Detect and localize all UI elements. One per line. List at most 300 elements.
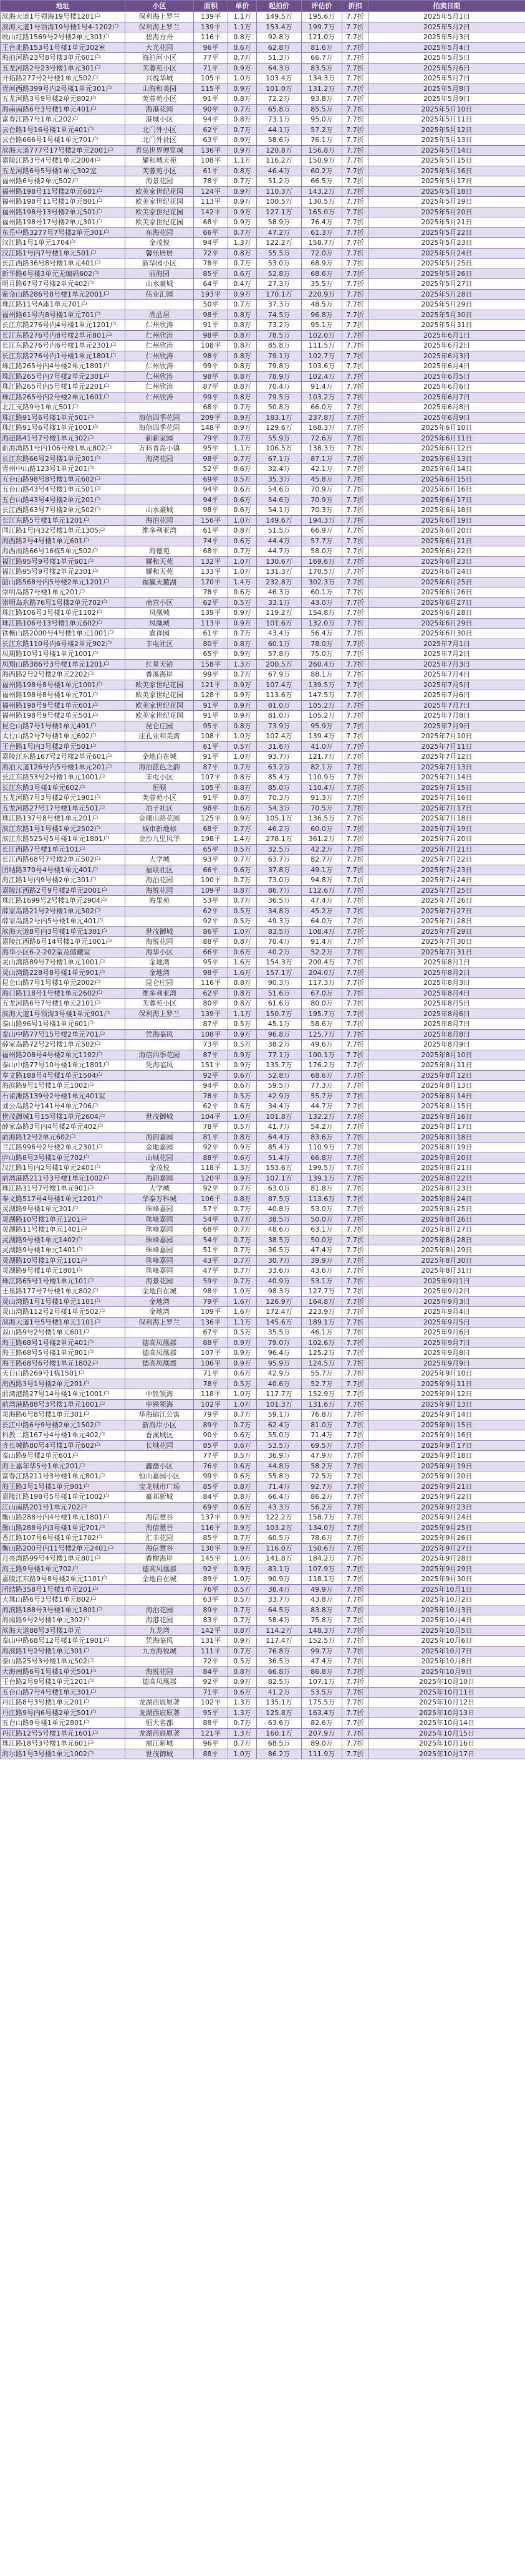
cell-community: 仁州欣涛 <box>125 320 194 331</box>
cell-discount: 7.7折 <box>342 320 368 331</box>
cell-appraised-price: 199.7万 <box>302 22 342 32</box>
cell-community: 华泰万科城 <box>125 1194 194 1204</box>
cell-area: 85平 <box>194 1533 228 1544</box>
cell-community: 保利海上罗兰 <box>125 1317 194 1328</box>
cell-auction-date: 2025年6月22日 <box>368 546 525 557</box>
cell-starting-price: 107.4万 <box>257 680 302 690</box>
cell-address: 滨海大道777号17号楼2单元2001户 <box>1 145 125 156</box>
cell-starting-price: 96.4万 <box>257 1348 302 1359</box>
cell-address: 薛家岛路2号内5号楼1单元401户 <box>1 916 125 927</box>
cell-auction-date: 2025年6月24日 <box>368 567 525 577</box>
cell-unit-price: 0.6万 <box>228 1471 257 1482</box>
cell-starting-price: 51.3万 <box>257 53 302 64</box>
cell-auction-date: 2025年9月9日 <box>368 1358 525 1369</box>
header-community: 小区 <box>125 1 194 12</box>
cell-starting-price: 43.4万 <box>257 629 302 639</box>
cell-starting-price: 30.7万 <box>257 1255 302 1266</box>
cell-community: 海泊河小区 <box>125 53 194 64</box>
cell-auction-date: 2025年6月16日 <box>368 485 525 495</box>
cell-community <box>125 649 194 660</box>
cell-appraised-price: 195.7万 <box>302 1009 342 1019</box>
cell-auction-date: 2025年7月6日 <box>368 690 525 701</box>
cell-starting-price: 85.4万 <box>257 772 302 783</box>
cell-auction-date: 2025年8月31日 <box>368 1266 525 1276</box>
cell-appraised-price: 52.2万 <box>302 947 342 958</box>
cell-auction-date: 2025年9月24日 <box>368 1513 525 1523</box>
cell-discount: 7.7折 <box>342 166 368 176</box>
cell-discount: 7.7折 <box>342 227 368 238</box>
cell-starting-price: 127.1万 <box>257 207 302 217</box>
cell-area: 65平 <box>194 649 228 660</box>
cell-discount: 7.7折 <box>342 156 368 166</box>
cell-starting-price: 32.5万 <box>257 844 302 855</box>
cell-unit-price: 1.0万 <box>228 1111 257 1122</box>
cell-unit-price: 0.8万 <box>228 382 257 392</box>
cell-unit-price: 1.0万 <box>228 1749 257 1759</box>
cell-discount: 7.7折 <box>342 1728 368 1739</box>
cell-address: 福州路208号4号楼2单元1102户 <box>1 1050 125 1060</box>
cell-appraised-price: 45.2万 <box>302 906 342 916</box>
table-row <box>1 1389 525 1400</box>
cell-appraised-price: 72.5万 <box>302 1471 342 1482</box>
cell-discount: 7.7折 <box>342 608 368 619</box>
cell-address: 前湾港路27号14号楼1单元1001户 <box>1 1389 125 1400</box>
cell-starting-price: 63.6万 <box>257 1718 302 1729</box>
cell-area: 133平 <box>194 567 228 577</box>
cell-unit-price: 0.6万 <box>228 1430 257 1441</box>
cell-auction-date: 2025年10月5日 <box>368 1625 525 1636</box>
table-row <box>1 1513 525 1523</box>
cell-starting-price: 58.9万 <box>257 217 302 228</box>
cell-auction-date: 2025年6月23日 <box>368 556 525 567</box>
cell-unit-price: 0.7万 <box>228 896 257 906</box>
cell-area: 62平 <box>194 125 228 135</box>
cell-auction-date: 2025年6月6日 <box>368 382 525 392</box>
cell-unit-price: 0.9万 <box>228 135 257 146</box>
table-row <box>1 217 525 228</box>
cell-auction-date: 2025年5月1日 <box>368 12 525 22</box>
table-row <box>1 1666 525 1677</box>
cell-community <box>125 587 194 598</box>
cell-starting-price: 278.1万 <box>257 834 302 845</box>
cell-discount: 7.7折 <box>342 1687 368 1698</box>
cell-appraised-price: 92.7万 <box>302 1481 342 1492</box>
cell-address: 滨海大道1号领海19号楼1201户 <box>1 12 125 22</box>
cell-area: 72平 <box>194 1656 228 1667</box>
cell-starting-price: 42.9万 <box>257 1091 302 1101</box>
cell-starting-price: 36.5万 <box>257 1656 302 1667</box>
cell-appraised-price: 70.3万 <box>302 505 342 516</box>
cell-address: 长江西路36号8号楼1单元401户 <box>1 259 125 269</box>
cell-area: 108平 <box>194 156 228 166</box>
cell-auction-date: 2025年8月9日 <box>368 1040 525 1050</box>
cell-starting-price: 35.3万 <box>257 474 302 485</box>
cell-area: 77平 <box>194 53 228 64</box>
cell-address: 灵湖路9号楼1单元301户 <box>1 1204 125 1215</box>
cell-auction-date: 2025年8月23日 <box>368 1184 525 1194</box>
cell-unit-price: 0.7万 <box>228 53 257 64</box>
cell-area: 94平 <box>194 495 228 505</box>
cell-address: 庐山路8号3号楼1单元702户 <box>1 1153 125 1163</box>
cell-discount: 7.7折 <box>342 289 368 300</box>
cell-unit-price: 0.5万 <box>228 916 257 927</box>
cell-appraised-price: 110.9万 <box>302 1143 342 1153</box>
table-row <box>1 1554 525 1564</box>
cell-area: 88平 <box>194 1718 228 1729</box>
cell-unit-price: 0.8万 <box>228 526 257 536</box>
cell-appraised-price: 43.0万 <box>302 597 342 608</box>
cell-community: 宝龙城市广场 <box>125 1481 194 1492</box>
cell-community: 海华小区 <box>125 947 194 958</box>
cell-discount: 7.7折 <box>342 680 368 690</box>
cell-auction-date: 2025年9月8日 <box>368 1348 525 1359</box>
cell-unit-price: 0.9万 <box>228 700 257 711</box>
cell-auction-date: 2025年5月18日 <box>368 186 525 197</box>
cell-discount: 7.7折 <box>342 556 368 567</box>
cell-appraised-price: 102.7万 <box>302 351 342 361</box>
cell-discount: 7.7折 <box>342 855 368 865</box>
cell-unit-price: 0.8万 <box>228 248 257 259</box>
cell-starting-price: 50.8万 <box>257 402 302 413</box>
cell-appraised-price: 124.5万 <box>302 1358 342 1369</box>
cell-area: 74平 <box>194 536 228 546</box>
cell-discount: 7.7折 <box>342 629 368 639</box>
cell-community: 丰屯小区 <box>125 772 194 783</box>
cell-appraised-price: 76.8万 <box>302 1410 342 1420</box>
cell-community: 耀和天苑 <box>125 556 194 567</box>
cell-auction-date: 2025年5月23日 <box>368 238 525 249</box>
cell-area: 116平 <box>194 32 228 43</box>
table-row <box>1 1358 525 1369</box>
cell-auction-date: 2025年10月2日 <box>368 1595 525 1605</box>
cell-discount: 7.7折 <box>342 1153 368 1163</box>
cell-community: 凤凰城 <box>125 618 194 629</box>
cell-appraised-price: 47.4万 <box>302 1245 342 1256</box>
cell-auction-date: 2025年7月28日 <box>368 916 525 927</box>
cell-unit-price: 0.7万 <box>228 1225 257 1235</box>
table-row <box>1 803 525 814</box>
cell-starting-price: 32.4万 <box>257 464 302 475</box>
table-row <box>1 412 525 423</box>
cell-community: 金刚山路花园 <box>125 814 194 824</box>
cell-address: 福州路198号11号楼1单元801户 <box>1 197 125 207</box>
cell-starting-price: 55.9万 <box>257 433 302 444</box>
cell-discount: 7.7折 <box>342 793 368 804</box>
cell-discount: 7.7折 <box>342 1111 368 1122</box>
cell-area: 193平 <box>194 289 228 300</box>
cell-starting-price: 183.1万 <box>257 412 302 423</box>
cell-appraised-price: 158.7万 <box>302 238 342 249</box>
cell-address: 长江东路53号2号楼1单元1001户 <box>1 772 125 783</box>
cell-auction-date: 2025年8月1日 <box>368 958 525 968</box>
cell-starting-price: 44.1万 <box>257 125 302 135</box>
cell-area: 113平 <box>194 618 228 629</box>
cell-appraised-price: 93.8万 <box>302 94 342 105</box>
cell-starting-price: 41.2万 <box>257 1687 302 1698</box>
cell-community: 嘉祥园 <box>125 629 194 639</box>
table-row <box>1 875 525 886</box>
cell-auction-date: 2025年9月27日 <box>368 1543 525 1554</box>
table-row <box>1 32 525 43</box>
cell-area: 92平 <box>194 1677 228 1688</box>
cell-address: 王台北路153号1号楼1单元302室 <box>1 42 125 53</box>
cell-area: 66平 <box>194 227 228 238</box>
cell-discount: 7.7折 <box>342 444 368 454</box>
cell-appraised-price: 170.5万 <box>302 567 342 577</box>
table-row <box>1 1091 525 1101</box>
cell-area: 68平 <box>194 546 228 557</box>
cell-community: 欧美家世纪花园 <box>125 186 194 197</box>
table-row <box>1 824 525 834</box>
cell-area: 88平 <box>194 1749 228 1759</box>
cell-appraised-price: 100.1万 <box>302 1050 342 1060</box>
cell-community: 恒大名都 <box>125 1718 194 1729</box>
cell-address: 嘉陵江东路167号2号楼2单元601户 <box>1 752 125 763</box>
cell-area: 91平 <box>194 94 228 105</box>
cell-address: 福州路198号11号楼2单元601户 <box>1 186 125 197</box>
cell-community: 金地自在城 <box>125 1286 194 1297</box>
cell-unit-price: 0.7万 <box>228 454 257 464</box>
cell-starting-price: 135.7万 <box>257 1060 302 1071</box>
cell-community: 金地自在城 <box>125 1574 194 1585</box>
cell-area: 156平 <box>194 515 228 526</box>
cell-discount: 7.7折 <box>342 1666 368 1677</box>
cell-address: 灵山湾路1号1号楼1单元1101户 <box>1 1296 125 1307</box>
cell-discount: 7.7折 <box>342 53 368 64</box>
cell-area: 115平 <box>194 83 228 94</box>
cell-auction-date: 2025年7月19日 <box>368 824 525 834</box>
cell-auction-date: 2025年8月14日 <box>368 1091 525 1101</box>
cell-starting-price: 129.6万 <box>257 423 302 434</box>
cell-discount: 7.7折 <box>342 803 368 814</box>
cell-community: 昆仑庄园 <box>125 978 194 989</box>
cell-appraised-price: 48.5万 <box>302 300 342 310</box>
cell-discount: 7.7折 <box>342 762 368 772</box>
table-row <box>1 1060 525 1071</box>
cell-unit-price: 0.8万 <box>228 1666 257 1677</box>
cell-unit-price: 0.9万 <box>228 649 257 660</box>
table-row <box>1 1481 525 1492</box>
cell-area: 118平 <box>194 1389 228 1400</box>
cell-auction-date: 2025年6月10日 <box>368 423 525 434</box>
cell-unit-price: 0.4万 <box>228 279 257 290</box>
cell-discount: 7.7折 <box>342 1019 368 1030</box>
table-row <box>1 1451 525 1461</box>
table-row <box>1 752 525 763</box>
cell-address: 汉江路1号内2号楼1单元2401户 <box>1 1163 125 1174</box>
cell-starting-price: 55.8万 <box>257 1471 302 1482</box>
cell-discount: 7.7折 <box>342 1101 368 1112</box>
cell-appraised-price: 68.9万 <box>302 259 342 269</box>
cell-unit-price: 0.9万 <box>228 1060 257 1071</box>
cell-area: 100平 <box>194 875 228 886</box>
cell-auction-date: 2025年7月11日 <box>368 741 525 752</box>
cell-discount: 7.7折 <box>342 505 368 516</box>
cell-address: 铁橛山路2000号4号楼1单元1001户 <box>1 629 125 639</box>
cell-area: 76平 <box>194 1584 228 1595</box>
cell-auction-date: 2025年9月16日 <box>368 1430 525 1441</box>
cell-community: 海韵嘉园 <box>125 1132 194 1143</box>
cell-unit-price: 1.0万 <box>228 926 257 937</box>
table-row <box>1 1471 525 1482</box>
cell-discount: 7.7折 <box>342 649 368 660</box>
cell-area: 91平 <box>194 752 228 763</box>
cell-appraised-price: 136.5万 <box>302 814 342 824</box>
cell-address: 汉江路1号1单元1704户 <box>1 238 125 249</box>
table-row <box>1 1646 525 1656</box>
cell-area: 99平 <box>194 670 228 680</box>
table-row <box>1 1348 525 1359</box>
cell-discount: 7.7折 <box>342 485 368 495</box>
cell-starting-price: 79.5万 <box>257 392 302 402</box>
cell-auction-date: 2025年8月10日 <box>368 1050 525 1060</box>
cell-auction-date: 2025年9月29日 <box>368 1564 525 1574</box>
cell-appraised-price: 361.2万 <box>302 834 342 845</box>
cell-community <box>125 1584 194 1595</box>
cell-auction-date: 2025年6月19日 <box>368 515 525 526</box>
cell-address: 福州路61号内8号楼1单元701户 <box>1 310 125 320</box>
cell-starting-price: 51.2万 <box>257 176 302 187</box>
cell-auction-date: 2025年9月11日 <box>368 1379 525 1389</box>
cell-unit-price: 0.7万 <box>228 1214 257 1225</box>
table-row <box>1 896 525 906</box>
cell-address: 长江西路68号7号楼2单元502户 <box>1 855 125 865</box>
cell-address: 大珠山路6号3号楼1单元802户 <box>1 1595 125 1605</box>
cell-discount: 7.7折 <box>342 310 368 320</box>
cell-address: 珠江路265号内5号楼1单元2201户 <box>1 382 125 392</box>
table-row <box>1 341 525 351</box>
cell-appraised-price: 56.2万 <box>302 1502 342 1513</box>
cell-area: 90平 <box>194 104 228 115</box>
table-row <box>1 916 525 927</box>
cell-auction-date: 2025年5月25日 <box>368 259 525 269</box>
table-row <box>1 515 525 526</box>
cell-auction-date: 2025年8月11日 <box>368 1060 525 1071</box>
cell-appraised-price: 134.3万 <box>302 74 342 84</box>
cell-area: 116平 <box>194 978 228 989</box>
cell-discount: 7.7折 <box>342 782 368 793</box>
header-discount: 折扣 <box>342 1 368 12</box>
cell-unit-price: 0.9万 <box>228 186 257 197</box>
cell-auction-date: 2025年10月3日 <box>368 1605 525 1615</box>
cell-community: 青岛世界博览城 <box>125 145 194 156</box>
cell-address: 世茂御城1号15号楼1单元2604户 <box>1 1111 125 1122</box>
cell-starting-price: 41.7万 <box>257 1122 302 1133</box>
cell-address: 科教二路167号4号楼1单元402户 <box>1 1430 125 1441</box>
cell-community <box>125 1040 194 1050</box>
cell-starting-price: 54.6万 <box>257 485 302 495</box>
cell-community: 欧美家世纪花园 <box>125 217 194 228</box>
cell-community: 庄孔业和美湾 <box>125 731 194 742</box>
cell-discount: 7.7折 <box>342 433 368 444</box>
cell-address: 前湾港路88号3号楼1单元1001户 <box>1 1399 125 1410</box>
cell-unit-price: 0.8万 <box>228 885 257 896</box>
cell-auction-date: 2025年5月10日 <box>368 104 525 115</box>
cell-discount: 7.7折 <box>342 1060 368 1071</box>
cell-discount: 7.7折 <box>342 42 368 53</box>
cell-address: 灵湖路9号楼1单元1401户 <box>1 1245 125 1256</box>
cell-unit-price: 1.6万 <box>228 967 257 978</box>
cell-appraised-price: 95.1万 <box>302 320 342 331</box>
cell-address: 昆仑山路7号1号楼1单元2002户 <box>1 978 125 989</box>
cell-starting-price: 125.8万 <box>257 1708 302 1718</box>
cell-unit-price: 0.8万 <box>228 782 257 793</box>
cell-area: 139平 <box>194 22 228 32</box>
cell-area: 84平 <box>194 1492 228 1503</box>
table-row <box>1 104 525 115</box>
cell-starting-price: 107.4万 <box>257 731 302 742</box>
cell-area: 124平 <box>194 186 228 197</box>
cell-discount: 7.7折 <box>342 1595 368 1605</box>
cell-unit-price: 0.7万 <box>228 629 257 639</box>
table-row <box>1 1307 525 1318</box>
cell-unit-price: 0.5万 <box>228 1040 257 1050</box>
cell-unit-price: 0.6万 <box>228 865 257 875</box>
cell-area: 118平 <box>194 1163 228 1174</box>
cell-area: 131平 <box>194 1636 228 1647</box>
cell-address: 灵湖路10号楼1单元1101户 <box>1 1255 125 1266</box>
cell-discount: 7.7折 <box>342 1194 368 1204</box>
cell-appraised-price: 66.5万 <box>302 176 342 187</box>
cell-starting-price: 149.6万 <box>257 515 302 526</box>
cell-starting-price: 149.5万 <box>257 12 302 22</box>
cell-starting-price: 83.5万 <box>257 926 302 937</box>
cell-starting-price: 122.2万 <box>257 238 302 249</box>
cell-unit-price: 0.7万 <box>228 433 257 444</box>
cell-starting-price: 53.5万 <box>257 1440 302 1451</box>
cell-starting-price: 68.5万 <box>257 1739 302 1749</box>
cell-starting-price: 59.5万 <box>257 1081 302 1091</box>
cell-appraised-price: 42.2万 <box>302 844 342 855</box>
cell-community: 金地湾 <box>125 967 194 978</box>
cell-auction-date: 2025年6月18日 <box>368 505 525 516</box>
cell-address: 五龙河路2号23号楼1单元301户 <box>1 63 125 74</box>
cell-starting-price: 63.2万 <box>257 762 302 772</box>
cell-discount: 7.7折 <box>342 1389 368 1400</box>
cell-area: 104平 <box>194 1111 228 1122</box>
cell-discount: 7.7折 <box>342 1050 368 1060</box>
cell-area: 125平 <box>194 814 228 824</box>
cell-discount: 7.7折 <box>342 916 368 927</box>
cell-discount: 7.7折 <box>342 1029 368 1040</box>
cell-discount: 7.7折 <box>342 1410 368 1420</box>
cell-address: 长江东路276号内8号楼2单元801户 <box>1 330 125 341</box>
cell-address: 海江路1号内9号楼2单元301户 <box>1 875 125 886</box>
header-row <box>1 1 525 12</box>
cell-starting-price: 46.2万 <box>257 824 302 834</box>
cell-starting-price: 40.2万 <box>257 947 302 958</box>
cell-address: 嘉陵江路3号4号楼1单元2004户 <box>1 156 125 166</box>
cell-address: 昆仑山路7号1号楼1单元401户 <box>1 721 125 731</box>
cell-starting-price: 61.6万 <box>257 999 302 1009</box>
cell-discount: 7.7折 <box>342 351 368 361</box>
cell-area: 99平 <box>194 392 228 402</box>
cell-discount: 7.7折 <box>342 330 368 341</box>
cell-auction-date: 2025年8月24日 <box>368 1194 525 1204</box>
cell-auction-date: 2025年9月15日 <box>368 1420 525 1430</box>
table-row <box>1 63 525 74</box>
cell-community: 凭海临风 <box>125 1636 194 1647</box>
cell-unit-price: 0.7万 <box>228 1605 257 1615</box>
cell-unit-price: 1.4万 <box>228 834 257 845</box>
cell-starting-price: 53.0万 <box>257 259 302 269</box>
cell-appraised-price: 45.8万 <box>302 474 342 485</box>
table-row <box>1 371 525 382</box>
cell-community: 馨乐居居 <box>125 248 194 259</box>
cell-starting-price: 73.9万 <box>257 721 302 731</box>
cell-unit-price: 0.6万 <box>228 587 257 598</box>
cell-discount: 7.7折 <box>342 238 368 249</box>
